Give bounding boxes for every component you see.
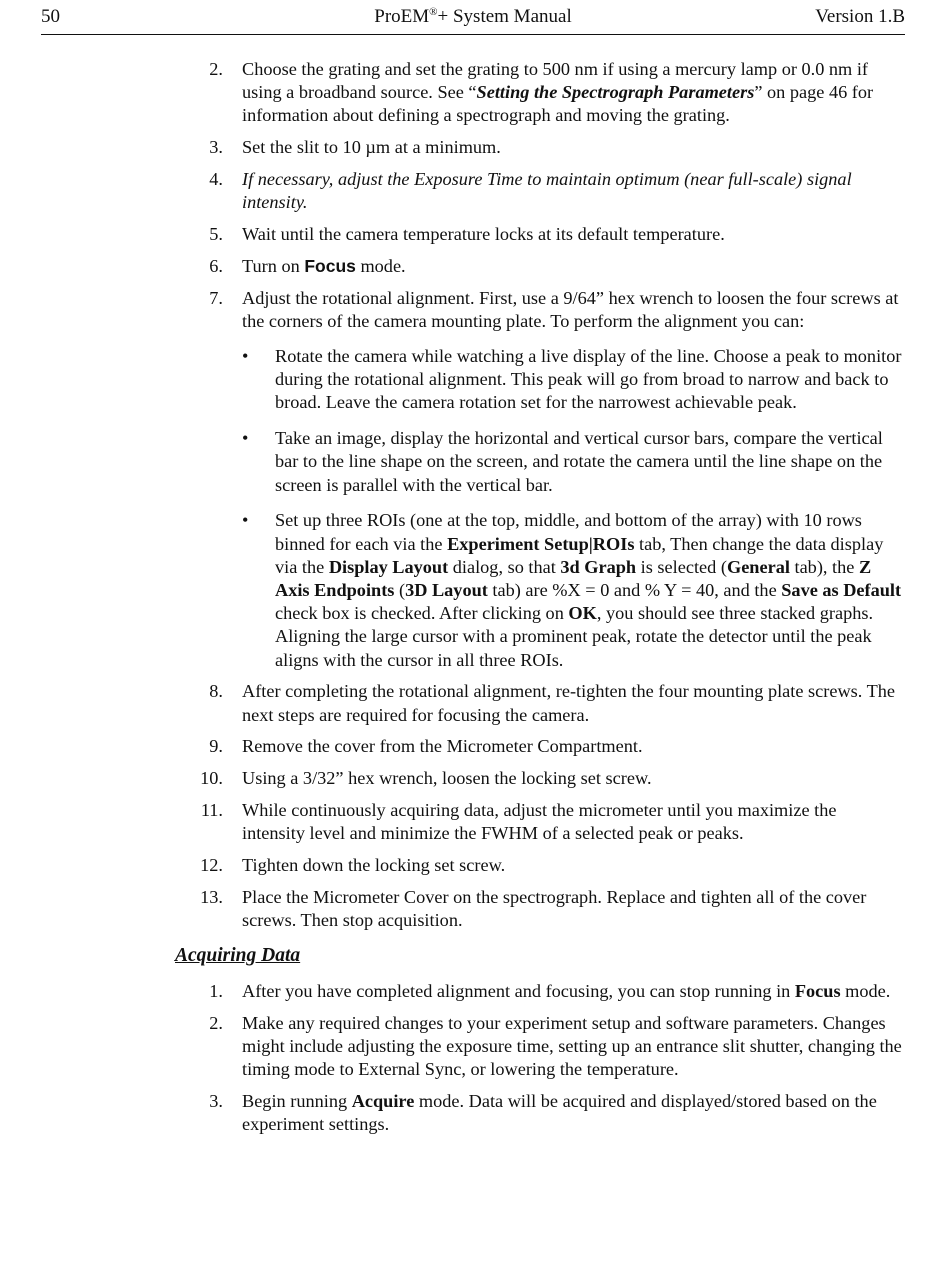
page-number: 50	[41, 6, 60, 27]
step-11: 11. While continuously acquiring data, adjust the micrometer until you maximize the intensity level and minimize the FWHM of a selected peak or peaks.	[200, 800, 837, 844]
registered-mark: ®	[429, 6, 438, 18]
step-10: 10. Using a 3/32” hex wrench, loosen the locking set screw.	[200, 768, 652, 789]
step-5: 5. Wait until the camera temperature locks at its default temperature.	[209, 224, 725, 244]
step-8: 8. After completing the rotational alignment, re-tighten the four mounting plate screws. The next steps are required for focusing the camera.	[209, 681, 896, 725]
cross-reference-link[interactable]: Setting the Spectrograph Parameters	[476, 82, 755, 103]
step-12: 12. Tighten down the locking set screw.	[200, 855, 506, 876]
step-6: 6. Turn on Focus mode.	[209, 255, 406, 276]
list-item: • Set up three ROIs (one at the top, middle, and bottom of the array) with 10 rows binned for each via the Experiment Setup|ROIs tab, Then change the data display via the Display Layout dialog, so that 3d Graph is selected (General tab), the Z Axis Endpoints (3D Layout tab) are %X = 0 and % Y = 40, and the Save as Default check box is checked. After clicking on OK, you should see three stacked graphs. Aligning the large cursor with a prominent peak, rotate the detector until the peak aligns with the cursor in all three ROIs.	[242, 510, 902, 670]
page-header	[41, 4, 905, 35]
manual-title: ProEM®+ System Manual	[374, 6, 572, 27]
page-body	[175, 58, 903, 1145]
alignment-options	[242, 345, 903, 672]
section-heading-acquiring-data: Acquiring Data	[175, 945, 301, 967]
list-item: • Take an image, display the horizontal and vertical cursor bars, compare the vertical bar to the line shape on the screen, and rotate the camera until the line shape on the screen is parallel with the vertical bar.	[242, 428, 883, 495]
bullet-icon: •	[242, 510, 249, 531]
acquiring-steps	[175, 980, 903, 1136]
procedure-steps	[175, 58, 903, 932]
step-7: 7. Adjust the rotational alignment. First, use a 9/64” hex wrench to loosen the four screws at the corners of the camera mounting plate. To perform the alignment you can: • Rotate the camera while watching a live display of the line. Choose a peak to monitor during the rotational alignment. This peak will go from broad to narrow and back to broad. Leave the camera rotation set for the narrowest achievable peak. • Take an image, display the horizontal and vertical cursor bars, compare the vertical bar to the line shape on the screen, and rotate the camera until the line shape on the screen is parallel with the vertical bar. • Set up three ROIs (one at the top, middle, and bottom of the array) with 10 rows binned for each via the Experiment Setup|ROIs tab, Then change the data display via the Display Layout dialog, so that 3d Graph is selected (General tab), the Z Axis Endpoints (3D Layout tab) are %X = 0 and % Y = 40, and the Save as Default check box is checked. After clicking on OK, you should see three stacked graphs. Aligning the large cursor with a prominent peak, rotate the detector until the peak aligns with the cursor in all three ROIs.	[175, 287, 903, 672]
step-13: 13. Place the Micrometer Cover on the spectrograph. Replace and tighten all of the cover screws. Then stop acquisition.	[200, 886, 867, 931]
manual-version: Version 1.B	[815, 6, 905, 27]
step-4: 4. If necessary, adjust the Exposure Time to maintain optimum (near full-scale) signal intensity.	[209, 169, 852, 213]
acquire-step-2: 2. Make any required changes to your experiment setup and software parameters. Changes might include adjusting the exposure time, setting up an entrance slit shutter, changing the timing mode to External Sync, or lowering the temperature.	[209, 1013, 902, 1080]
acquire-step-3: 3. Begin running Acquire mode. Data will be acquired and displayed/stored based on the experiment settings.	[209, 1091, 877, 1135]
bullet-icon: •	[242, 346, 249, 366]
step-2: 2. Choose the grating and set the grating to 500 nm if using a mercury lamp or 0.0 nm if using a broadband source. See “Setting the Spectrograph Parameters” on page 46 for information about defining a spectrograph and moving the grating.	[209, 59, 874, 126]
acquire-step-1: 1. After you have completed alignment and focusing, you can stop running in Focus mode.	[209, 981, 891, 1002]
step-9: 9. Remove the cover from the Micrometer Compartment.	[209, 736, 643, 757]
list-item: • Rotate the camera while watching a live display of the line. Choose a peak to monitor during the rotational alignment. This peak will go from broad to narrow and back to broad. Leave the camera rotation set for the narrowest achievable peak.	[242, 346, 902, 413]
step-3: 3. Set the slit to 10 µm at a minimum.	[209, 137, 501, 158]
bullet-icon: •	[242, 428, 249, 449]
